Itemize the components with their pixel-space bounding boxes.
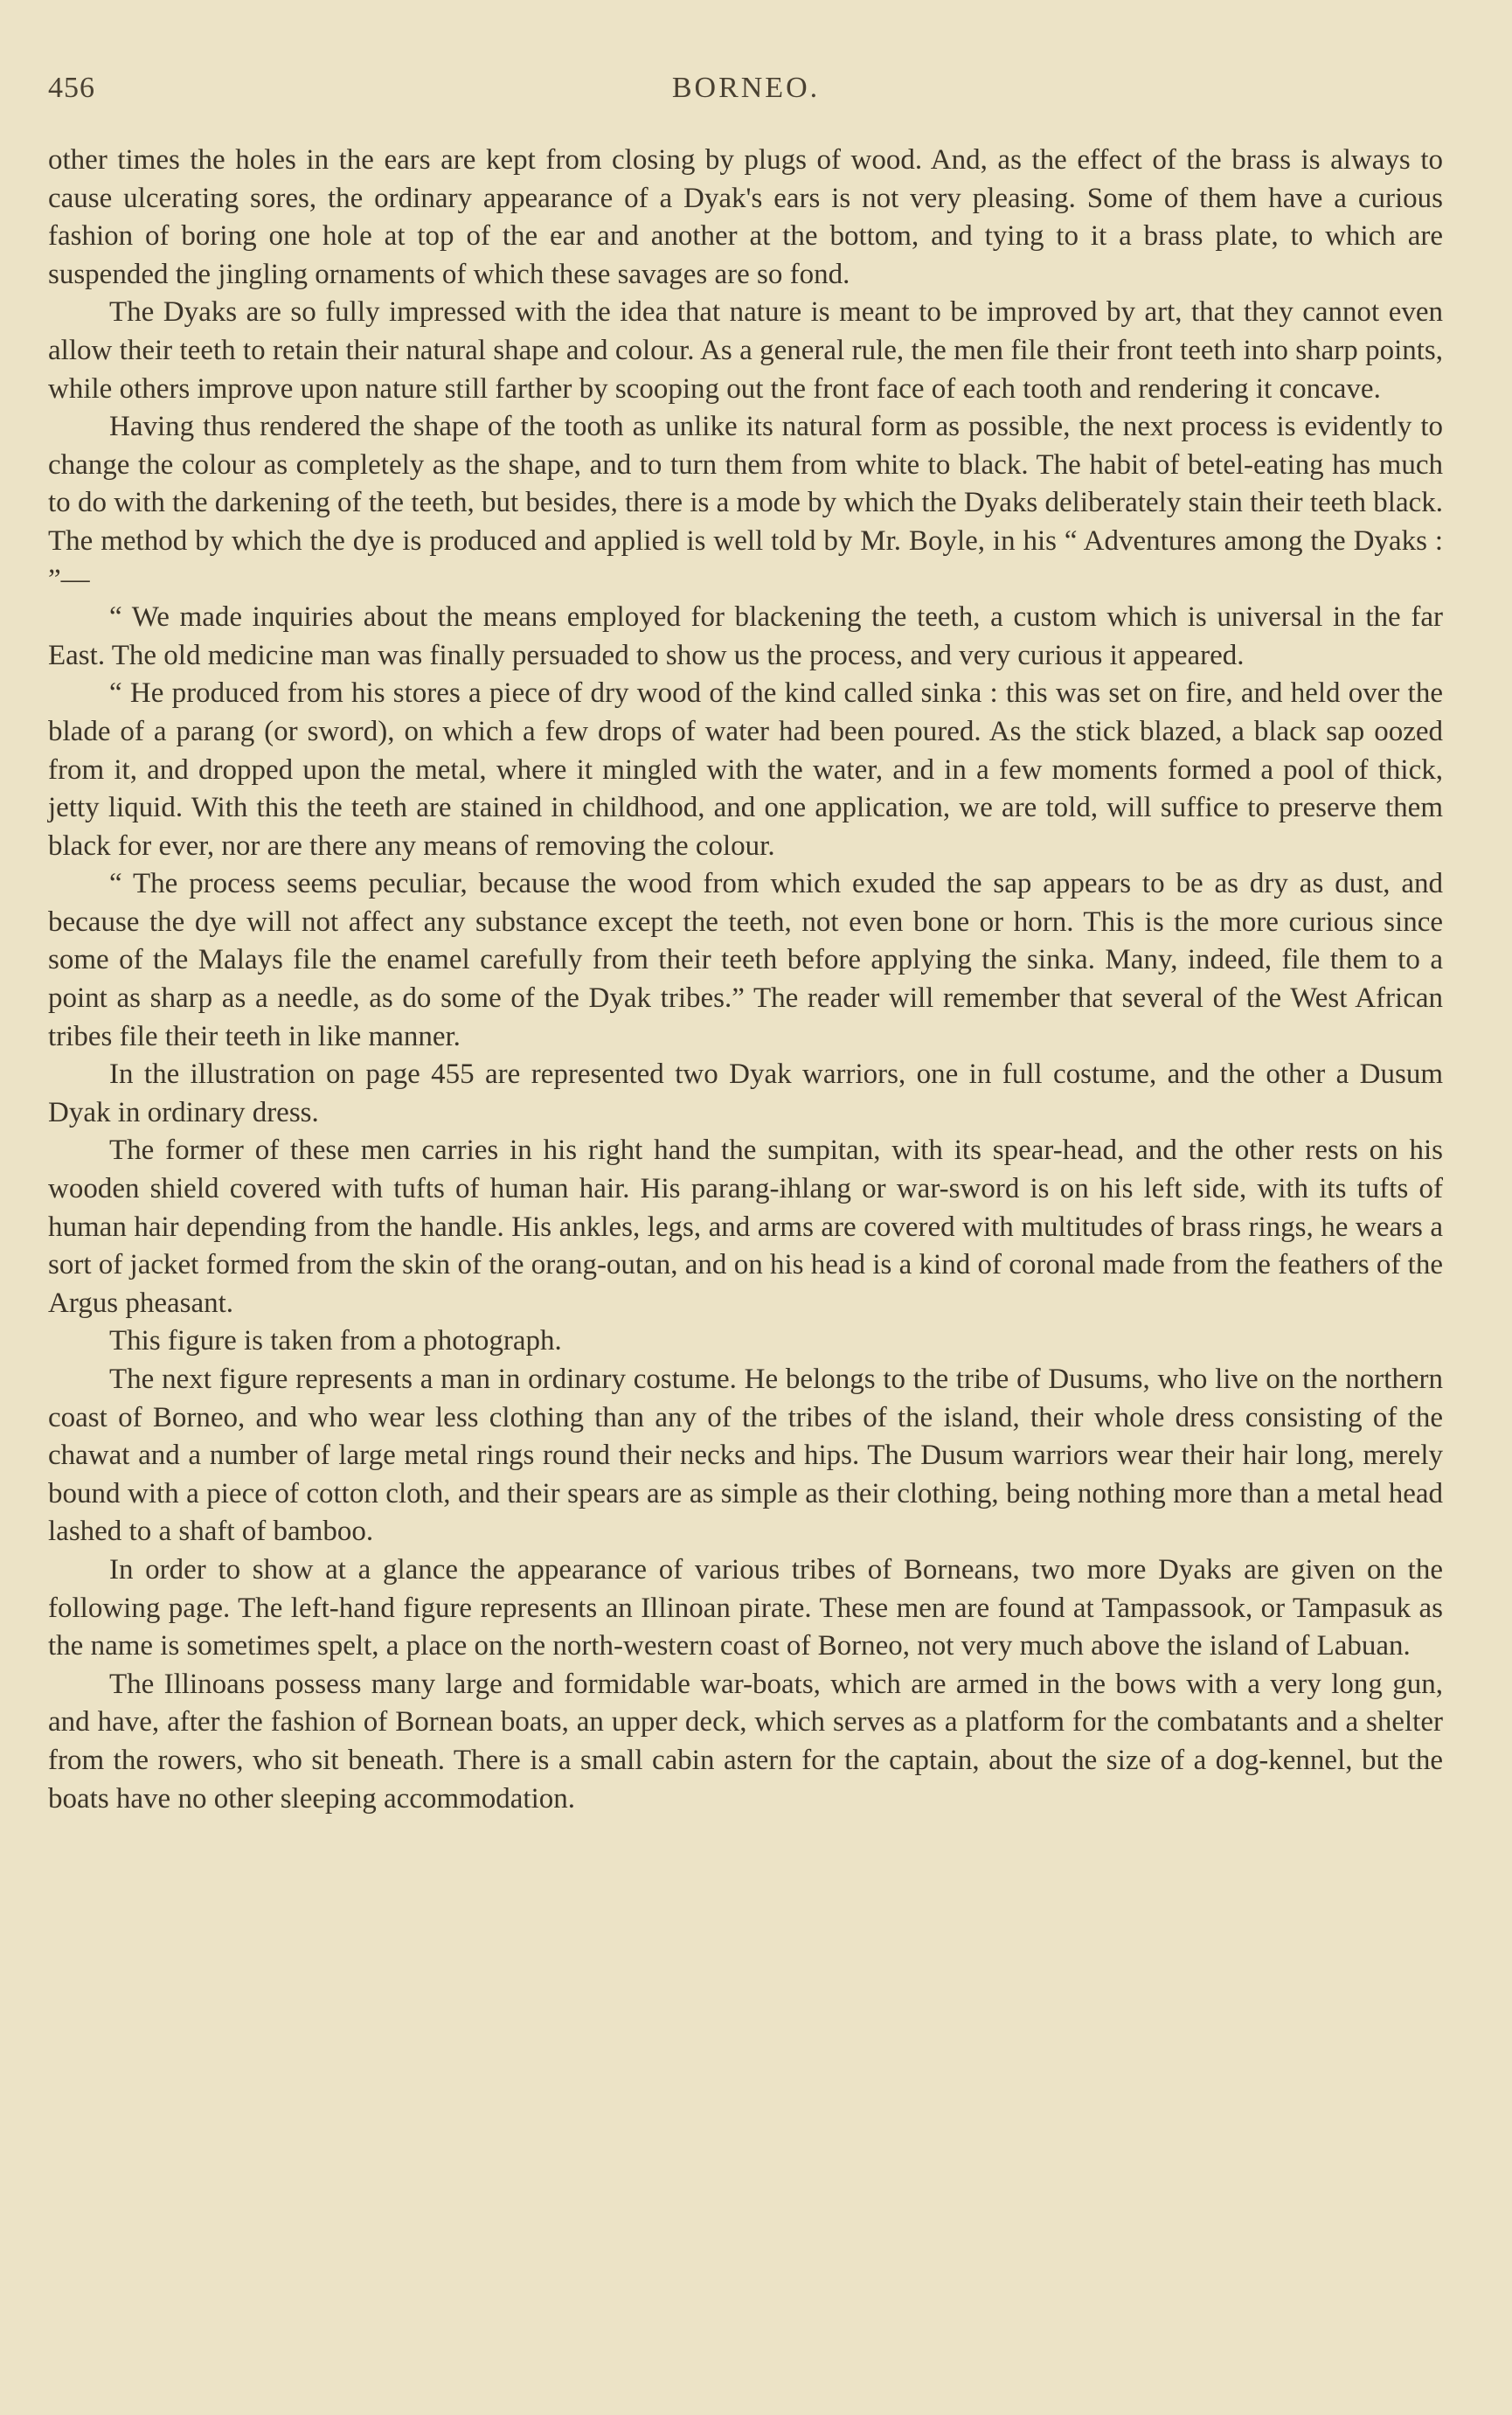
paragraph: The Dyaks are so fully impressed with the idea that nature is meant to be improved by art, that they cannot even allow their teeth to retain their natural shape and colour. As a general rule, the men file their front teeth into sharp points, while others improve upon nature still farther by scooping out the front face of each tooth and rendering it concave. (48, 296, 1443, 405)
page-number: 456 (48, 72, 95, 104)
paragraph: “ The process seems peculiar, because the wood from which exuded the sap appears to be as dry as dust, and because the dye will not affect any substance except the teeth, not even bone or horn. This is the more curious since some of the Malays file the enamel carefully from their teeth before applying the sinka. Many, indeed, file them to a point as sharp as a needle, as do some of the Dyak tribes.” The reader will remember that several of the West African tribes file their teeth in like manner. (48, 868, 1443, 1052)
paragraph: “ He produced from his stores a piece of dry wood of the kind called sinka : this was set on fire, and held over the blade of a parang (or sword), on which a few drops of water had been poured. As the stick blazed, a black sap oozed from it, and dropped upon the metal, where it mingled with the water, and in a few moments formed a pool of thick, jetty liquid. With this the teeth are stained in childhood, and one application, we are told, will suffice to preserve them black for ever, nor are there any means of removing the colour. (48, 677, 1443, 862)
body-text (48, 142, 1443, 1818)
running-head: BORNEO. (671, 72, 821, 104)
paragraph: “ We made inquiries about the means employed for blackening the teeth, a custom which is universal in the far East. The old medicine man was finally persuaded to show us the process, and very curious it appeared. (48, 601, 1443, 671)
paragraph: The former of these men carries in his right hand the sumpitan, with its spear-head, and the other rests on his wooden shield covered with tufts of human hair. His parang-ihlang or war-sword is on his left side, with its tufts of human hair depending from the handle. His ankles, legs, and arms are covered with multitudes of brass rings, he wears a sort of jacket formed from the skin of the orang-outan, and on his head is a kind of coronal made from the feathers of the Argus pheasant. (48, 1135, 1443, 1319)
paragraph: In order to show at a glance the appearance of various tribes of Borneans, two more Dyaks are given on the following page. The left-hand figure represents an Illinoan pirate. These men are found at Tampassook, or Tampasuk as the name is sometimes spelt, a place on the north-western coast of Borneo, not very much above the island of Labuan. (48, 1553, 1443, 1662)
paragraph: In the illustration on page 455 are represented two Dyak warriors, one in full costume, and the other a Dusum Dyak in ordinary dress. (48, 1058, 1443, 1128)
paragraph: Having thus rendered the shape of the tooth as unlike its natural form as possible, the next process is evidently to change the colour as completely as the shape, and to turn them from white to black. The habit of betel-eating has much to do with the darkening of the teeth, but besides, there is a mode by which the Dyaks deliberately stain their teeth black. The method by which the dye is produced and applied is well told by Mr. Boyle, in his “ Adventures among the Dyaks : ”— (48, 411, 1443, 595)
paragraph: This figure is taken from a photograph. (109, 1325, 562, 1357)
page-header (48, 72, 1444, 115)
paragraph: other times the holes in the ears are kept from closing by plugs of wood. And, as the effect of the brass is always to cause ulcerating sores, the ordinary appearance of a Dyak's ears is not very pleasing. Some of them have a curious fashion of boring one hole at top of the ear and another at the bottom, and tying to it a brass plate, to which are suspended the jingling ornaments of which these savages are so fond. (48, 144, 1443, 290)
paragraph: The Illinoans possess many large and formidable war-boats, which are armed in the bows with a very long gun, and have, after the fashion of Bornean boats, an upper deck, which serves as a platform for the combatants and a shelter from the rowers, who sit beneath. There is a small cabin astern for the captain, about the size of a dog-kennel, but the boats have no other sleeping accommodation. (48, 1668, 1443, 1815)
paragraph: The next figure represents a man in ordinary costume. He belongs to the tribe of Dusums, who live on the northern coast of Borneo, and who wear less clothing than any of the tribes of the island, their whole dress consisting of the chawat and a number of large metal rings round their necks and hips. The Dusum warriors wear their hair long, merely bound with a piece of cotton cloth, and their spears are as simple as their clothing, being nothing more than a metal head lashed to a shaft of bamboo. (48, 1364, 1443, 1548)
